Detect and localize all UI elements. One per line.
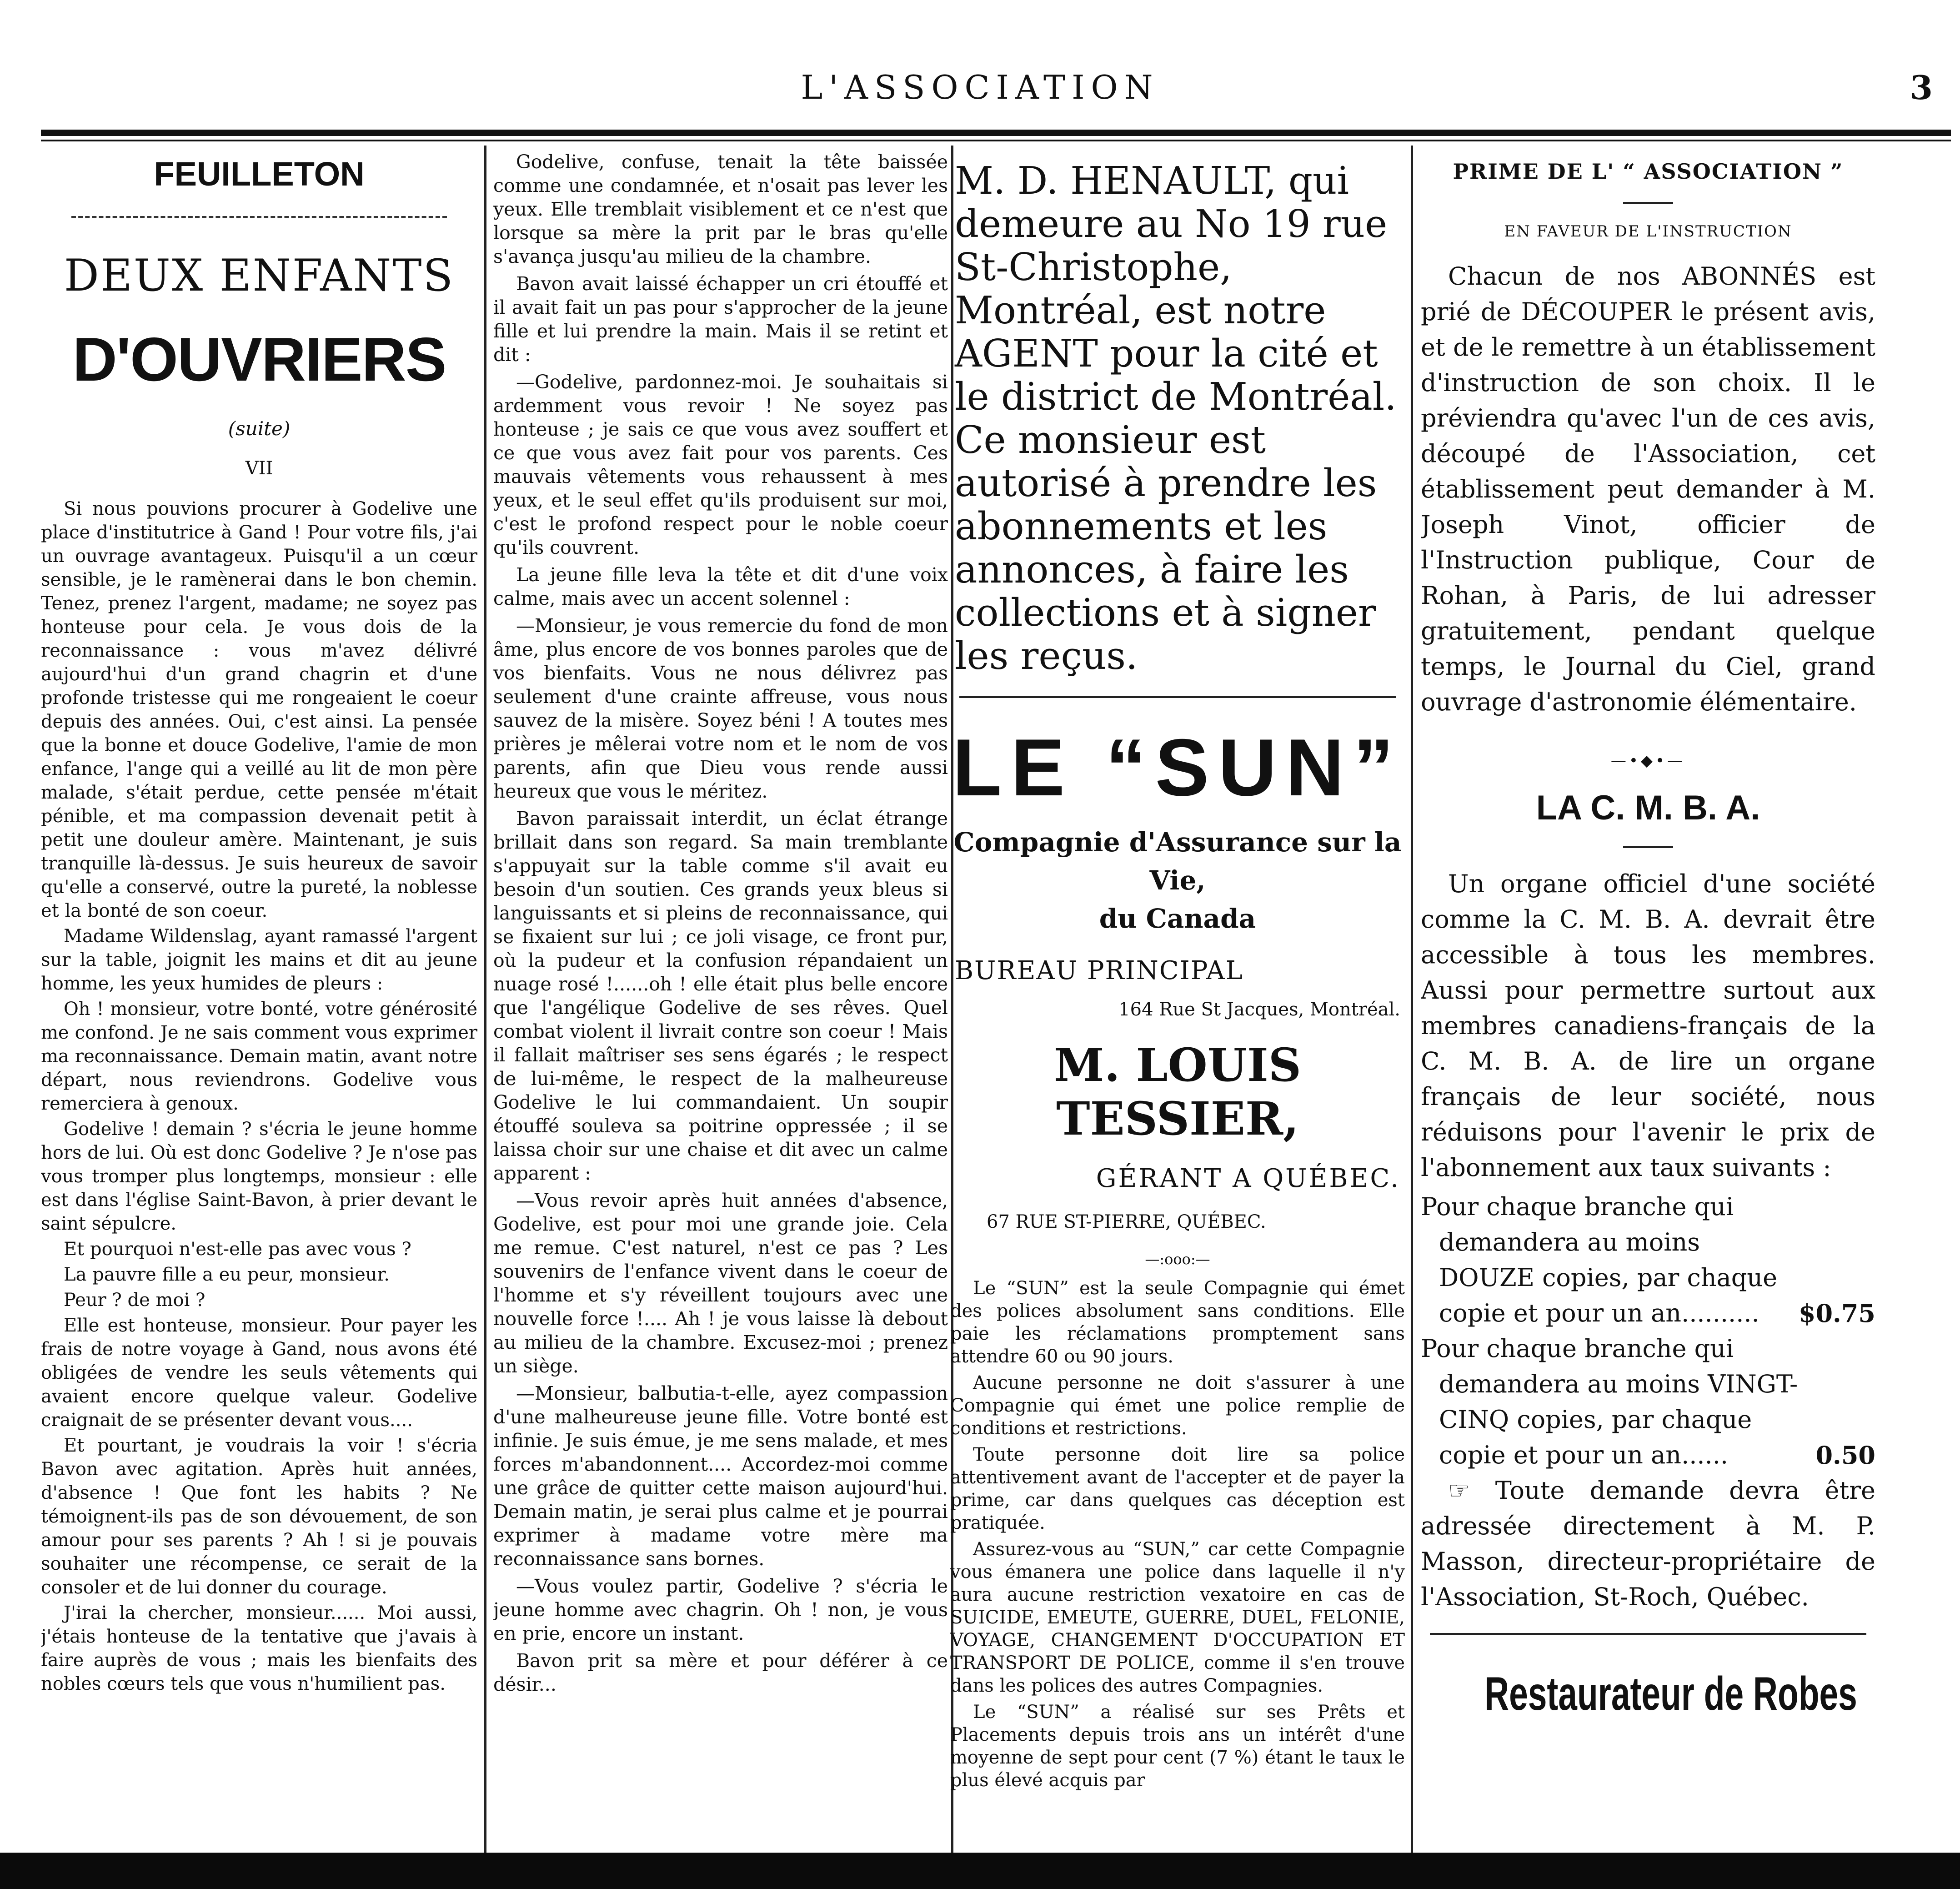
story-paragraph: —Vous voulez partir, Godelive ? s'écria le jeune homme avec chagrin. Oh ! non, je vous en prie, encore un instant. [493, 1575, 948, 1644]
company-line2: du Canada [1099, 903, 1256, 934]
story-paragraph: Madame Wildenslag, ayant ramassé l'argent sur la table, joignit les mains et dit au jeune homme, les yeux humides de pleurs : [41, 926, 477, 994]
short-rule [1623, 202, 1673, 204]
story-continuation-column [493, 150, 948, 1848]
short-rule [1623, 846, 1673, 848]
price-description: Pour chaque branche qui demandera au moins DOUZE copies, par chaque copie et pour un an.......... [1421, 1192, 1778, 1327]
masthead [0, 0, 1960, 136]
chapter-number: VII [245, 458, 273, 479]
newspaper-title: L'ASSOCIATION [801, 68, 1159, 106]
feuilleton-column [41, 150, 477, 1848]
story-paragraph: Et pourtant, je voudrais la voir ! s'écria Bavon avec agitation. Après huit années, d'absence ! Que font les habits ? Ne témoignent-ils pas de son dévouement, de son amour pour ses parents ? Ah ! si je pouvais souhaiter une récompense, ce serait de la consoler et de lui donner du courage. [41, 1435, 477, 1598]
masthead-rule-thick [41, 130, 1951, 136]
cmba-paragraph: Un organe officiel d'une société comme la C. M. B. A. devrait être accessible à tous les membres. Aussi pour permettre surtout aux membres canadiens-français de la C. M. B. A. de lire un organe français de leur société, nous réduisons pour l'avenir le prix de l'abonnement aux taux suivants : [1421, 869, 1875, 1182]
story-paragraph: Bavon prit sa mère et pour déférer à ce désir... [493, 1650, 948, 1695]
scan-edge-bar [0, 1853, 1960, 1889]
story-paragraph: Godelive ! demain ? s'écria le jeune homme hors de lui. Où est donc Godelive ? Je n'ose pas vous tromper plus longtemps, monsieur : elle est dans l'église Saint-Bavon, à prier devant le saint sépulcre. [41, 1119, 477, 1234]
company-name [950, 823, 1405, 938]
ad-paragraph: Le “SUN” est la seule Compagnie qui émet des polices absolument sans conditions. Elle paie les réclamations promptement sans attendre 60 ou 90 jours. [950, 1278, 1405, 1367]
prime-heading: PRIME DE L' “ ASSOCIATION ” [1453, 159, 1844, 184]
advertisement-column [950, 150, 1405, 1848]
story-paragraph: Oh ! monsieur, votre bonté, votre générosité me confond. Je ne sais comment vous exprimer ma reconnaissance. Demain matin, avant notre départ, nous reviendrons. Godelive vous remerciera à genoux. [41, 999, 477, 1114]
bureau-heading: BUREAU PRINCIPAL [955, 956, 1243, 985]
company-line1: Compagnie d'Assurance sur la Vie, [953, 827, 1402, 896]
page-number: 3 [1910, 68, 1933, 107]
cmba-heading: LA C. M. B. A. [1536, 789, 1760, 827]
story-title-line1: DEUX ENFANTS [64, 250, 455, 301]
story-paragraph: —Monsieur, je vous remercie du fond de mon âme, plus encore de vos bonnes paroles que de vos bienfaits. Vous ne nous délivrez pas seulement d'une crainte affreuse, vous nous sauvez de la misère. Soyez béni ! A toutes mes prières je mêlerai votre nom et le nom de vos parents, afin que Dieu vous rende aussi heureux que vous le méritez. [493, 615, 948, 802]
price-description: Pour chaque branche qui demandera au moins VINGT-CINQ copies, par chaque copie et pour un an...... [1421, 1334, 1798, 1469]
section-heading: FEUILLETON [154, 155, 365, 193]
ad-paragraph: Le “SUN” a réalisé sur ses Prêts et Placements depuis trois ans un intérêt d'une moyenne de sept pour cent (7 %) étant le taux le plus élevé acquis par [950, 1702, 1405, 1791]
masthead-rule-thin [41, 140, 1951, 141]
quebec-address: 67 RUE ST-PIERRE, QUÉBEC. [987, 1211, 1266, 1232]
ornament-divider: —•◆•— [1610, 752, 1686, 770]
story-paragraph: J'irai la chercher, monsieur...... Moi aussi, j'étais honteuse de la tentative que j'avais à faire auprès de vous ; mais les bienfaits des nobles cœurs tels que vous n'humilient pas. [41, 1603, 477, 1694]
contact-paragraph: ☞ Toute demande devra être adressée directement à M. P. Masson, directeur-propriétaire de l'Association, St-Roch, Québec. [1421, 1476, 1875, 1611]
story-paragraph: Godelive, confuse, tenait la tête baissée comme une condamnée, et n'osait pas lever les yeux. Elle tremblait visiblement et ce n'est que lorsque sa mère la prit par le bras qu'elle s'avança jusqu'au milieu de la chambre. [493, 151, 948, 267]
manager-title: GÉRANT A QUÉBEC. [1096, 1164, 1400, 1193]
agent-notice: M. D. HENAULT, qui demeure au No 19 rue St-Christophe, Montréal, est notre AGENT pour la cité et le district de Montréal. Ce monsieur est autorisé à prendre les abonnements et les annonces, à faire les collections et à signer les reçus. [955, 159, 1397, 678]
story-paragraph: —Godelive, pardonnez-moi. Je souhaitais si ardemment vous revoir ! Ne soyez pas honteuse ; je sais ce que vous avez souffert et ce que vous avez fait pour vos parents. Ces mauvais vêtements vous rehaussent à mes yeux, et le seul effet qu'ils produisent sur moi, c'est le profond respect pour le noble coeur qu'ils couvrent. [493, 371, 948, 558]
price-line [1421, 1331, 1875, 1473]
story-paragraph: —Vous revoir après huit années d'absence, Godelive, est pour moi une grande joie. Cela me remue. C'est naturel, n'est ce pas ? Les souvenirs de l'enfance vivent dans le coeur de l'homme et s'y réveillent toujours avec une nouvelle force !.... Ah ! je vous laisse là debout au milieu de la chambre. Excusez-moi ; prenez un siège. [493, 1190, 948, 1377]
column-divider [1411, 146, 1413, 1853]
story-title-line2: D'OUVRIERS [72, 325, 446, 394]
ad-title: LE “SUN” [952, 722, 1403, 813]
story-paragraph: —Monsieur, balbutia-t-elle, ayez compassion d'une malheureuse jeune fille. Votre bonté est infinie. Je suis émue, je me sens malade, et mes forces m'abandonnent.... Accordez-moi comme une grâce de quitter cette maison aujourd'hui. Demain matin, je serai plus calme et je pourrai exprimer à madame votre mère ma reconnaissance sans bornes. [493, 1382, 948, 1570]
ad-paragraph: Toute personne doit lire sa police attentivement avant de l'accepter et de payer la prime, car dans quelques cas déception est pratiquée. [950, 1444, 1405, 1533]
restaurant-ad-title: Restaurateur de Robes [1484, 1668, 1857, 1720]
notices-column [1421, 150, 1875, 1848]
story-suite: (suite) [228, 417, 291, 440]
ad-separator: —:ooo:— [1145, 1251, 1210, 1268]
story-paragraph: Bavon avait laissé échapper un cri étouffé et il avait fait un pas pour s'approcher de la jeune fille et lui prendre la main. Mais il se retint et dit : [493, 273, 948, 366]
story-paragraph: Si nous pouvions procurer à Godelive une place d'institutrice à Gand ! Pour votre fils, j'ai un ouvrage avantageux. Puisqu'il a un cœur sensible, je le ramènerai dans le bon chemin. Tenez, prenez l'argent, madame; ne soyez pas honteuse pour cela. Je vous dois de la reconnaissance : vous m'avez délivré aujourd'hui d'un grand chagrin et d'une profonde tristesse qui me rongeaient le coeur depuis des années. Oui, c'est ainsi. La pensée que la bonne et douce Godelive, l'amie de mon enfance, l'ange qui a veillé au lit de mon père malade, s'était perdue, cette pensée m'était pénible, et ma compassion devenait petit à petit une douleur amère. Maintenant, je suis tranquille là-dessus. Je suis heureux de savoir qu'elle a conservé, outre la pureté, la noblesse et la bonté de son coeur. [41, 498, 477, 921]
horizontal-rule [1430, 1633, 1866, 1635]
horizontal-rule [959, 696, 1396, 698]
dashed-divider [71, 216, 447, 218]
price-amount: $0.75 [1798, 1299, 1875, 1328]
story-paragraph: Et pourquoi n'est-elle pas avec vous ? [64, 1239, 411, 1260]
story-paragraph: La pauvre fille a eu peur, monsieur. [64, 1264, 390, 1285]
manager-name: M. LOUIS TESSIER, [1054, 1038, 1301, 1145]
column-divider [484, 146, 486, 1853]
head-office-address: 164 Rue St Jacques, Montréal. [1118, 999, 1400, 1020]
story-paragraph: La jeune fille leva la tête et dit d'une voix calme, mais avec un accent solennel : [493, 564, 948, 609]
ad-paragraph: Assurez-vous au “SUN,” car cette Compagnie vous émanera une police dans laquelle il n'y aura aucune restriction vexatoire en cas de SUICIDE, EMEUTE, GUERRE, DUEL, FELONIE, VOYAGE, CHANGEMENT D'OCCUPATION ET TRANSPORT DE POLICE, comme il s'en trouve dans les polices des autres Compagnies. [950, 1539, 1405, 1696]
story-paragraph: Elle est honteuse, monsieur. Pour payer les frais de notre voyage à Gand, nous avons été obligées de vendre les seuls vêtements qui avaient encore quelque valeur. Godelive craignait de se présenter devant vous.... [41, 1315, 477, 1431]
prime-paragraph: Chacun de nos ABONNÉS est prié de DÉCOUPER le présent avis, et de le remettre à un établissement d'instruction de son choix. Il le préviendra qu'avec l'un de ces avis, découpé de l'Association, cet établissement peut demander à M. Joseph Vinot, officier de l'Instruction publique, Cour de Rohan, à Paris, de lui adresser gratuitement, pendant quelque temps, le Journal du Ciel, grand ouvrage d'astronomie élémentaire. [1421, 262, 1875, 716]
story-paragraph: Peur ? de moi ? [64, 1290, 206, 1311]
story-paragraph: Bavon paraissait interdit, un éclat étrange brillait dans son regard. Sa main tremblante s'appuyait sur la table comme s'il avait eu besoin d'un soutien. Ces grands yeux bleus si languissants et si pleins de reconnaissance, qui se fixaient sur lui ; ce joli visage, ce front pur, où la pudeur et la confusion répandaient un nuage rosé !......oh ! elle était plus belle encore que l'angélique Godelive de ses rêves. Quel combat violent il livrait contre son coeur ! Mais il fallait maîtriser ses sens égarés ; le respect de lui-même, le respect de la malheureuse Godelive le lui commandaient. Un soupir étouffé souleva sa poitrine oppressée ; il se laissa choir sur une chaise et dit avec un calme apparent : [493, 808, 948, 1184]
price-amount: 0.50 [1815, 1441, 1875, 1470]
price-line [1421, 1189, 1875, 1331]
prime-subheading: EN FAVEUR DE L'INSTRUCTION [1504, 222, 1792, 241]
ad-paragraph: Aucune personne ne doit s'assurer à une Compagnie qui émet une police remplie de conditions et restrictions. [950, 1372, 1405, 1439]
